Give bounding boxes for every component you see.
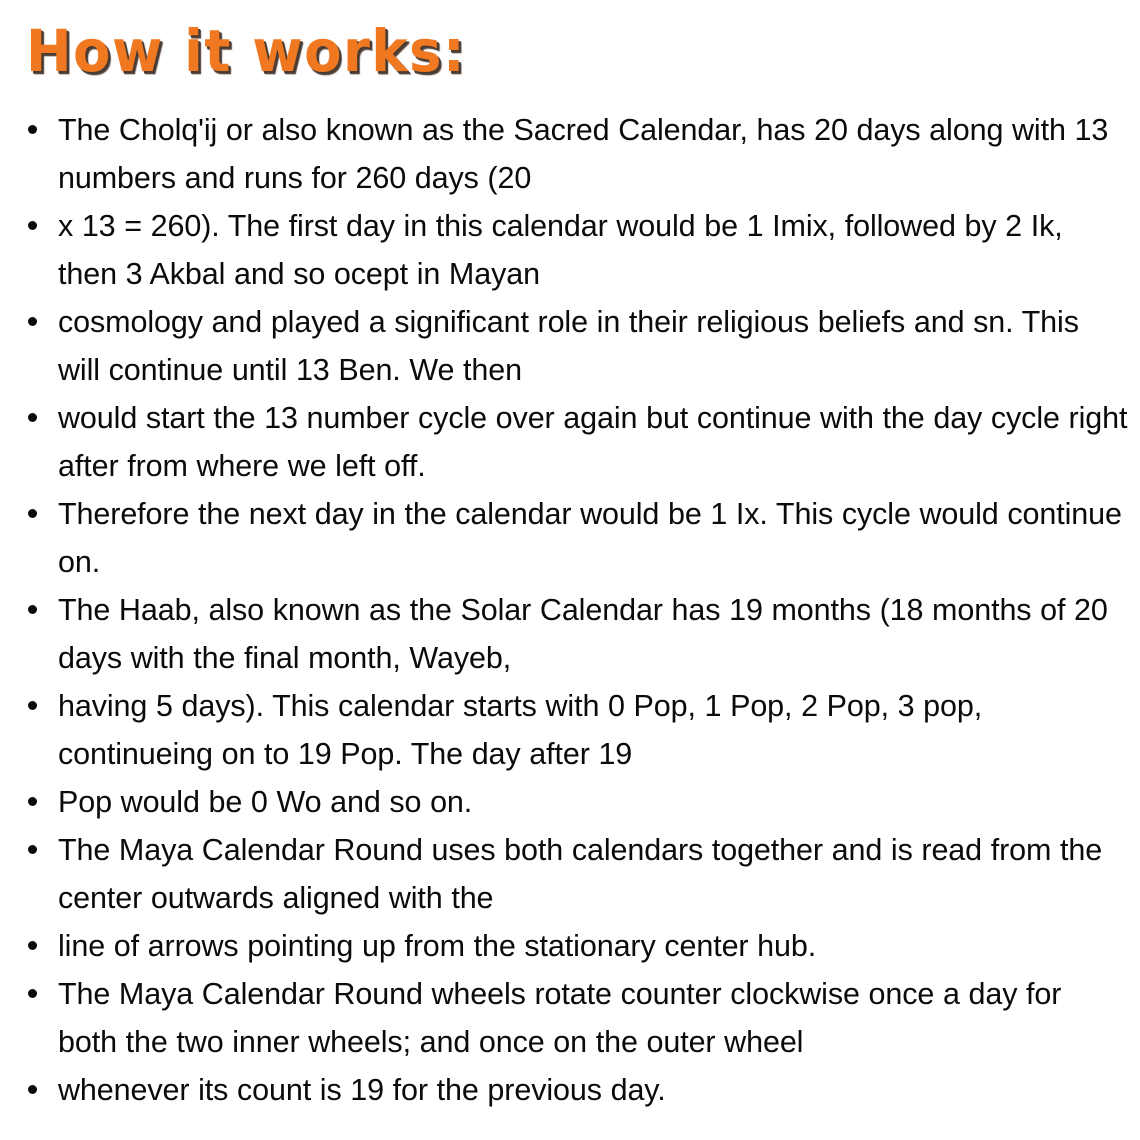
bullet-dot-icon [28,989,37,998]
bullet-dot-icon [28,797,37,806]
bullet-dot-icon [28,509,37,518]
bullet-dot-icon [28,413,37,422]
list-item-text: The Haab, also known as the Solar Calendar has 19 months (18 months of 20 days with the final month, Wayeb, [58,593,1108,675]
bullet-dot-icon [28,845,37,854]
list-item-text: line of arrows pointing up from the stationary center hub. [58,929,817,963]
list-item [24,298,1128,394]
list-item [24,1066,1128,1114]
list-item-text: Therefore the next day in the calendar would be 1 Ix. This cycle would continue on. [58,497,1122,579]
list-item-text: The Cholq'ij or also known as the Sacred Calendar, has 20 days along with 13 numbers and runs for 260 days (20 [58,113,1109,195]
list-item-text: x 13 = 260). The first day in this calendar would be 1 Imix, followed by 2 Ik, then 3 Akbal and so ocept in Mayan [58,209,1063,291]
list-item [24,106,1128,202]
list-item [24,922,1128,970]
list-item [24,394,1128,490]
list-item-text: would start the 13 number cycle over again but continue with the day cycle right after from where we left off. [58,401,1128,483]
bullet-dot-icon [28,605,37,614]
bullet-dot-icon [28,317,37,326]
bullet-dot-icon [28,125,37,134]
list-item-text: Pop would be 0 Wo and so on. [58,785,473,819]
bullet-dot-icon [28,701,37,710]
bullet-list [24,106,1128,1114]
bullet-dot-icon [28,941,37,950]
list-item [24,586,1128,682]
list-item-text: having 5 days). This calendar starts with 0 Pop, 1 Pop, 2 Pop, 3 pop, continueing on to 19 Pop. The day after 19 [58,689,983,771]
list-item-text: The Maya Calendar Round uses both calendars together and is read from the center outwards aligned with the [58,833,1103,915]
list-item [24,202,1128,298]
list-item-text: whenever its count is 19 for the previous day. [58,1073,666,1107]
list-item [24,682,1128,778]
list-item-text: cosmology and played a significant role in their religious beliefs and sn. This will continue until 13 Ben. We then [58,305,1079,387]
list-item [24,778,1128,826]
bullet-dot-icon [28,1085,37,1094]
list-item-text: The Maya Calendar Round wheels rotate counter clockwise once a day for both the two inner wheels; and once on the outer wheel [58,977,1062,1059]
bullet-dot-icon [28,221,37,230]
list-item [24,970,1128,1066]
list-item [24,826,1128,922]
page-title: How it works: [26,16,467,85]
page-title-container [26,18,1106,90]
list-item [24,490,1128,586]
